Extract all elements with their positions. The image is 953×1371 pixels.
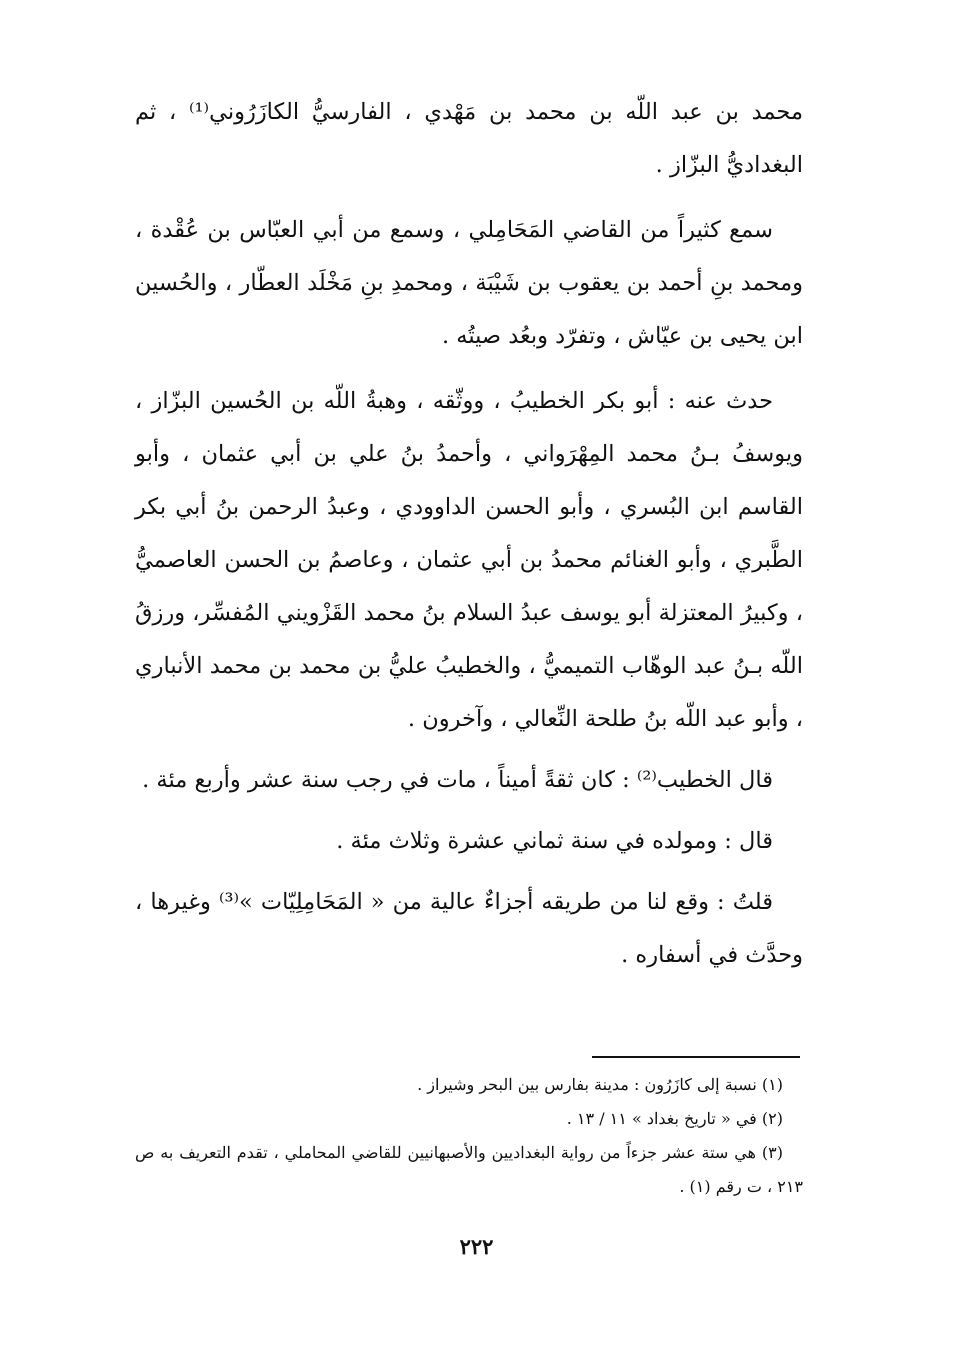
footnote-1: (١) نسبة إلى كازَرُون : مدينة بفارس بين البحر وشيراز . (417, 1075, 783, 1094)
page-number: ٢٢٢ (459, 1234, 494, 1259)
main-text-body (135, 86, 803, 982)
paragraph-khatib-quote: قال الخطيب⁽²⁾ : كان ثقةً أميناً ، مات في رجب سنة عشر وأربع مئة . (142, 767, 773, 793)
footnote-3: (٣) هي ستة عشر جزءاً من رواية البغداديين والأصبهانيين للقاضي المحاملي ، تقدم التعريف به ص ٢١٣ ، ت رقم (١) . (135, 1143, 803, 1196)
paragraph-biography-header: محمد بن عبد اللّه بن محمد بن مَهْدي ، الفارسيُّ الكازَرُوني⁽¹⁾ ، ثم البغداديُّ البزّاز . (135, 99, 803, 178)
paragraph-author-note: قلتُ : وقع لنا من طريقه أجزاءٌ عالية من « المَحَامِلِيّات »⁽³⁾ وغيرها ، وحدَّث في أسفاره . (135, 889, 803, 968)
paragraph-teachers: سمع كثيراً من القاضي المَحَامِلي ، وسمع من أبي العبّاس بن عُقْدة ، ومحمد بنِ أحمد بن يعقوب بن شَيْبَة ، ومحمدِ بنِ مَخْلَد العطّار ، والحُسين ابن يحيى بن عيّاش ، وتفرّد وبعُد صيتُه . (135, 217, 803, 349)
paragraph-birth: قال : ومولده في سنة ثماني عشرة وثلاث مئة . (336, 828, 773, 854)
footnote-separator-rule (592, 1056, 800, 1058)
footnotes-section (135, 1068, 803, 1204)
footnote-2: (٢) في « تاريخ بغداد » ١١ / ١٣ . (566, 1109, 783, 1128)
paragraph-students: حدث عنه : أبو بكر الخطيبُ ، ووثّقه ، وهبةُ اللّه بن الحُسين البزّاز ، ويوسفُ بـنُ محمد المِهْرَواني ، وأحمدُ بنُ علي بن أبي عثمان ، وأبو القاسم ابن البُسري ، وأبو الحسن الداوودي ، وعبدُ الرحمن بنُ أبي بكر الطَّبري ، وأبو الغنائم محمدُ بن أبي عثمان ، وعاصمُ بن الحسن العاصميُّ ، وكبيرُ المعتزلة أبو يوسف عبدُ السلام بنُ محمد القَزْويني المُفسِّر، ورزقُ اللّه بـنُ عبد الوهّاب التميميُّ ، والخطيبُ عليُّ بن محمد بن محمد الأنباري ، وأبو عبد اللّه بنُ طلحة النِّعالي ، وآخرون . (135, 388, 803, 732)
